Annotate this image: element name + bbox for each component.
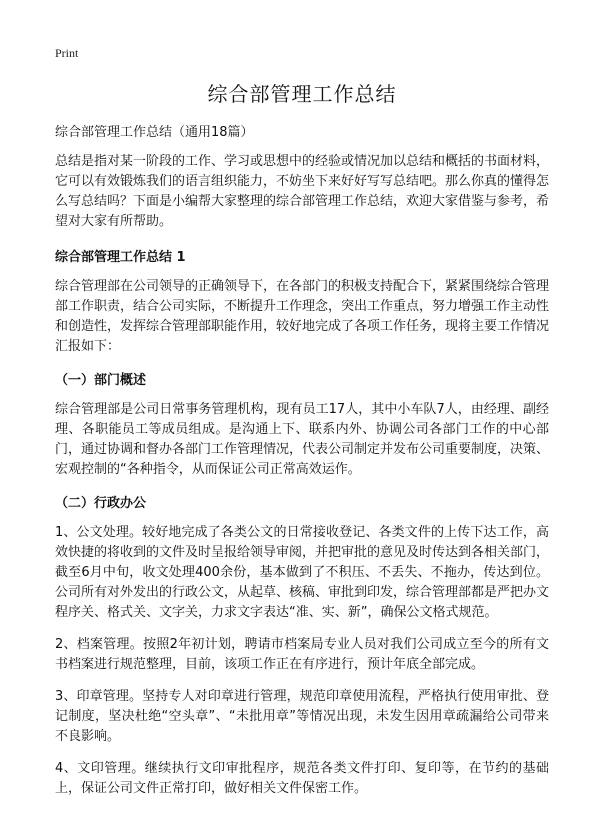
admin-item-paragraph: 3、印章管理。坚持专人对印章进行管理，规范印章使用流程，严格执行使用审批、登记制度，坚决杜绝“空头章”、“未批用章”等情况出现，未发生因用章疏漏给公司带来不良影响。 bbox=[55, 689, 549, 744]
section-paragraph: 综合管理部在公司领导的正确领导下，在各部门的积极支持配合下，紧紧围绕综合管理部工作职责，结合公司实际，不断提升工作理念，突出工作重点，努力增强工作主动性和创造性，发挥综合管理部职能作用，较好地完成了各项工作任务，现将主要工作情况汇报如下： bbox=[55, 279, 550, 354]
admin-item-paragraph: 2、档案管理。按照2年初计划，聘请市档案局专业人员对我们公司成立至今的所有文书档案进行规范整理，目前，该项工作正在有序进行，预计年底全部完成。 bbox=[55, 637, 549, 672]
document-subtitle: 综合部管理工作总结（通用18篇） bbox=[55, 125, 254, 140]
intro-paragraph: 总结是指对某一阶段的工作、学习或思想中的经验或情况加以总结和概括的书面材料，它可以有效锻炼我们的语言组织能力，不妨坐下来好好写写总结吧。那么你真的懂得怎么写总结吗？下面是小编帮大家整理的综合部管理工作总结，欢迎大家借鉴与参考，希望对大家有所帮助。 bbox=[55, 154, 550, 229]
print-link[interactable]: Print bbox=[55, 46, 79, 60]
admin-item-paragraph: 4、文印管理。继续执行文印审批程序，规范各类文件打印、复印等，在节约的基础上，保证公司文件正常打印，做好相关文件保密工作。 bbox=[55, 761, 549, 796]
page-title: 综合部管理工作总结 bbox=[207, 82, 397, 106]
admin-item-paragraph: 1、公文处理。较好地完成了各类公文的日常接收登记、各类文件的上传下达工作，高效快捷的将收到的文件及时呈报给领导审阅，并把审批的意见及时传达到各相关部门，截至6月中旬，收文处理400余份，基本做到了不积压、不丢失、不拖办，传达到位。公司所有对外发出的行政公文，从起草、核稿、审批到印发，综合管理部都是严把办文程序关、格式关、文字关，力求文字表达“准、实、新”，确保公文格式规范。 bbox=[55, 525, 550, 620]
section-heading: 综合部管理工作总结 1 bbox=[55, 250, 186, 265]
document-body bbox=[55, 78, 549, 811]
subsection-heading-admin: （二）行政办公 bbox=[55, 496, 147, 511]
overview-paragraph: 综合管理部是公司日常事务管理机构，现有员工17人，其中小车队7人，由经理、副经理、各职能员工等成员组成。是沟通上下、联系内外、协调公司各部门工作的中心部门，通过协调和督办各部门工作管理情况，代表公司制定并发布公司重要制度，决策、宏观控制的“各种指令，从而保证公司正常高效运作。 bbox=[55, 402, 550, 477]
subsection-heading-overview: （一）部门概述 bbox=[55, 373, 147, 388]
